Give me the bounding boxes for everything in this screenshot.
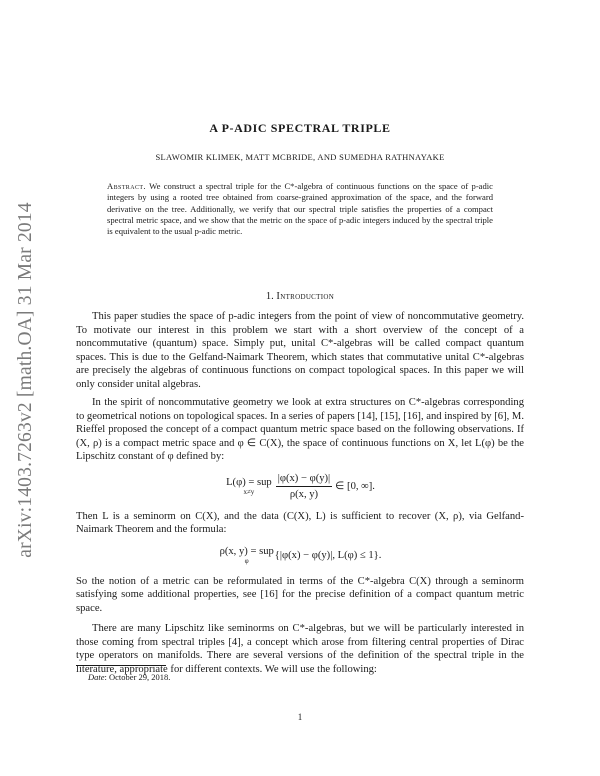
equation-sup <box>226 477 272 496</box>
section-title: Introduction <box>276 291 335 302</box>
equation-body: {|φ(x) − φ(y)|, L(φ) ≤ 1}. <box>274 549 382 561</box>
equation-lipschitz <box>76 464 524 510</box>
paper-authors: SLAWOMIR KLIMEK, MATT MCBRIDE, AND SUMEDHA RATHNAYAKE <box>155 152 445 162</box>
equation-sup <box>220 546 274 565</box>
equation-rhs: ∈ [0, ∞]. <box>335 480 375 492</box>
paragraph-3: Then L is a seminorm on C(X), and the data (C(X), L) is sufficient to recover (X, ρ), via Gelfand-Naimark Theorem and the formula: <box>76 510 524 535</box>
paper-title: A P-ADIC SPECTRAL TRIPLE <box>209 121 391 135</box>
footnote-text: : October 29, 2018. <box>104 672 171 682</box>
footnote-label: Date <box>88 672 105 682</box>
equation-lhs: ρ(x, y) = sup <box>219 546 274 557</box>
equation-sup-subscript: φ <box>244 557 249 565</box>
body-text <box>76 310 524 676</box>
paragraph-5: There are many Lipschitz like seminorms on C*-algebras, but we will be particularly interested in those coming from spectral triples [4], a concept which arose from filtering central properties of Dirac type operators on manifolds. There are several versions of the definition of the spectral triple in the literature, appropriate for different contexts. We will use the following: <box>76 623 524 675</box>
equation-sup-subscript: x≠y <box>243 488 255 496</box>
equation-denominator: ρ(x, y) <box>289 489 319 500</box>
page-number: 1 <box>297 712 303 722</box>
equation-numerator: |φ(x) − φ(y)| <box>276 472 332 488</box>
footnote-rule <box>76 665 166 666</box>
section-number: 1. <box>265 291 274 302</box>
footnote <box>88 672 170 682</box>
equation-metric <box>76 537 524 575</box>
abstract-text: We construct a spectral triple for the C*-algebra of continuous functions on the space of p-adic integers by using a rooted tree obtained from coarse-grained approximation of the space, and the forward derivative on the tree. Additionally, we verify that our spectral triple satisfies the properties of a compact spectral metric space, and we show that the metric on the space of p-adic integers induced by the spectral triple is equivalent to the usual p-adic metric. <box>107 181 493 237</box>
arxiv-stamp <box>7 160 45 600</box>
equation-fraction <box>276 472 332 502</box>
section-heading <box>80 291 520 302</box>
paragraph-2: In the spirit of noncommutative geometry we look at extra structures on C*-algebras corresponding to geometrical notions on topological spaces. In a series of papers [14], [15], [16], and inspired by [6], M. Rieffel proposed the concept of a compact quantum metric space based on the following observations. If (X, ρ) is a compact metric space and φ ∈ C(X), the space of continuous functions on X, let L(φ) be the Lipschitz constant of φ defined by: <box>76 397 524 462</box>
paragraph-1: This paper studies the space of p-adic integers from the point of view of noncommutative geometry. To motivate our interest in this problem we start with a short overview of the concept of a noncommutative (quantum) space. Simply put, unital C*-algebras will be called compact quantum spaces. This is due to the Gelfand-Naimark Theorem, which states that commutative unital C*-algebras are precisely the algebras of continuous functions on compact topological spaces. In this paper we will only consider unital algebras. <box>76 311 524 390</box>
paragraph-4: So the notion of a metric can be reformulated in terms of the C*-algebra C(X) through a seminorm satisfying some additional properties, see [16] for the precise definition of a compact quantum metric space. <box>76 575 524 614</box>
equation-lhs: L(φ) = sup <box>226 477 272 488</box>
abstract-label: Abstract. <box>107 181 146 191</box>
abstract <box>107 181 493 237</box>
arxiv-id: arXiv:1403.7263v2 [math.OA] 31 Mar 2014 <box>15 202 36 558</box>
